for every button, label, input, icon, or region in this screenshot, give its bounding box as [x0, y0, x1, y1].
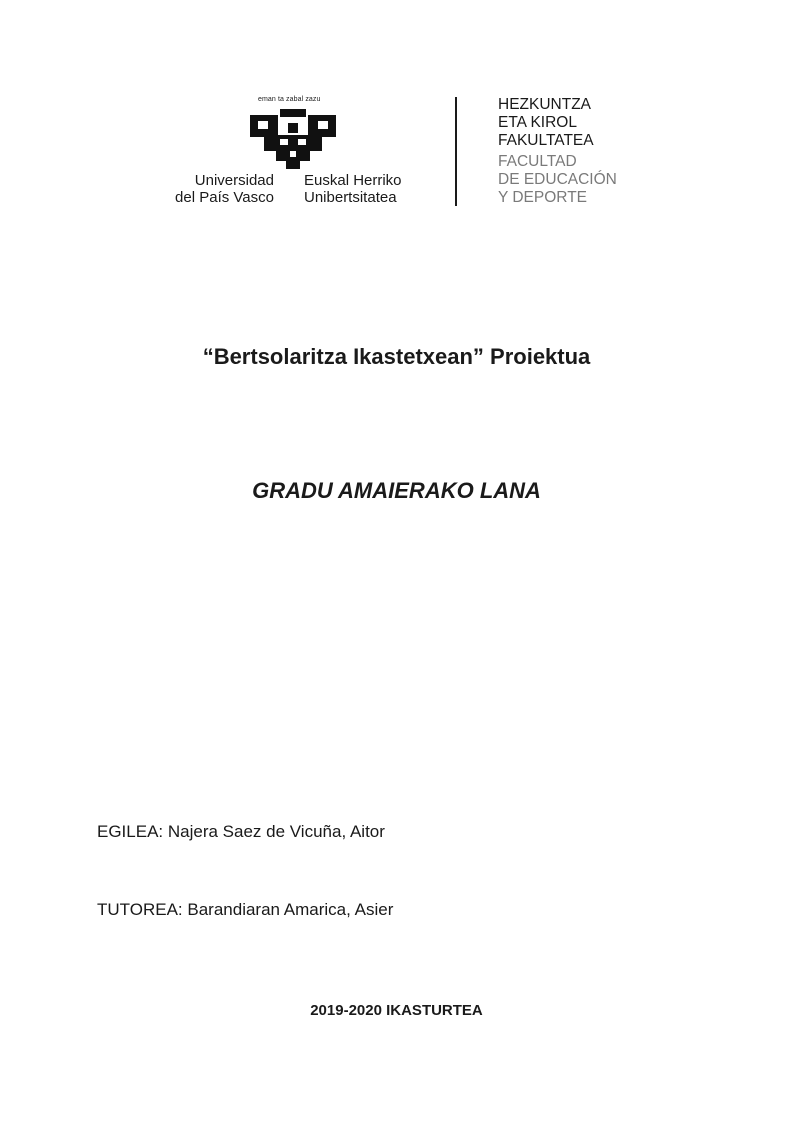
university-name-es-line2: del País Vasco: [175, 189, 274, 206]
document-subtitle: GRADU AMAIERAKO LANA: [252, 478, 541, 503]
university-name-eu-line1: Euskal Herriko: [304, 172, 402, 189]
author-label: EGILEA:: [97, 822, 164, 841]
academic-year: 2019-2020 IKASTURTEA: [310, 1002, 483, 1019]
faculty-name-es: [498, 153, 617, 207]
university-name-eu: [304, 172, 402, 206]
header-divider: [455, 97, 457, 206]
faculty-name-eu-line1: HEZKUNTZA: [498, 96, 591, 113]
tutor-name: Barandiaran Amarica, Asier: [187, 900, 394, 919]
author-name: Najera Saez de Vicuña, Aitor: [167, 822, 385, 841]
university-name-es-line1: Universidad: [194, 172, 274, 189]
author-line: [97, 822, 385, 842]
tutor-line: [97, 900, 393, 920]
faculty-name-eu-line2: ETA KIROL: [498, 114, 577, 131]
faculty-name-es-line2: DE EDUCACIÓN: [498, 171, 617, 188]
faculty-name-eu: [498, 96, 594, 150]
university-name-es: [150, 172, 274, 206]
tutor-label: TUTOREA:: [97, 900, 183, 919]
document-title: “Bertsolaritza Ikastetxean” Proiektua: [202, 344, 591, 369]
faculty-name-es-line3: Y DEPORTE: [498, 189, 588, 206]
faculty-name-eu-line3: FAKULTATEA: [498, 132, 594, 149]
faculty-name-es-line1: FACULTAD: [498, 153, 577, 170]
university-motto: eman ta zabal zazu: [258, 96, 321, 103]
upv-ehu-emblem-icon: [250, 107, 336, 169]
university-name-eu-line2: Unibertsitatea: [304, 189, 397, 206]
